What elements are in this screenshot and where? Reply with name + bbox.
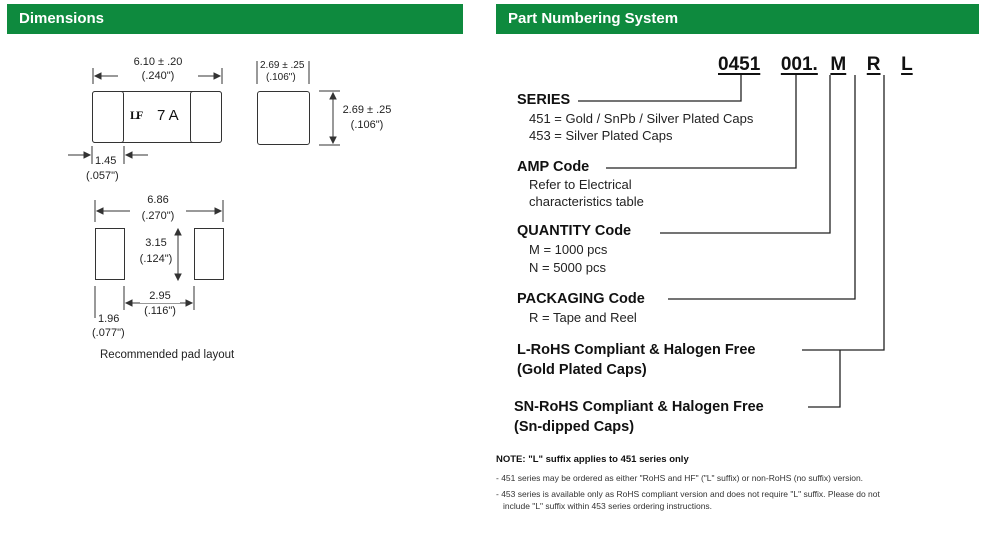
- series-line-2: 453 = Silver Plated Caps: [529, 128, 673, 143]
- part-numbering-header: Part Numbering System: [496, 4, 979, 34]
- amp-line-2: characteristics table: [529, 194, 644, 209]
- pad-width-dim: 1.96: [98, 313, 120, 325]
- amp-label: AMP Code: [517, 159, 590, 175]
- quantity-line-1: M = 1000 pcs: [529, 242, 608, 257]
- pad-right: [194, 228, 224, 280]
- pad-gap-dim-in: (.116"): [144, 305, 176, 317]
- note-item-1: - 451 series may be ordered as either "RoHS and HF" ("L" suffix) or non-RoHS (no suffix) version.: [496, 473, 864, 483]
- cap-width-dim: 1.45: [95, 155, 117, 167]
- pad-height-dim-in: (.124"): [139, 253, 173, 265]
- part-number-code: [718, 54, 913, 76]
- series-label: SERIES: [517, 92, 571, 108]
- end-width-dim-in: (.106"): [266, 72, 296, 83]
- note-item-1-text: 451 series may be ordered as either "RoHS and HF" ("L" suffix) or non-RoHS (no suffix) version.: [501, 473, 864, 483]
- end-height-dim: 2.69 ± .25: [342, 104, 392, 116]
- note-item-3: include "L" suffix within 453 series ordering instructions.: [503, 501, 713, 511]
- end-height-dim-in: (.106"): [350, 119, 384, 131]
- quantity-label: QUANTITY Code: [517, 223, 632, 239]
- series-line-1: 451 = Gold / SnPb / Silver Plated Caps: [529, 111, 754, 126]
- sn-rohs-line-1: SN-RoHS Compliant & Halogen Free: [514, 399, 764, 415]
- pad-height-dim: 3.15: [145, 237, 167, 249]
- note-item-2-text: 453 series is available only as RoHS compliant version and does not require "L" suffix. Please do not: [501, 489, 880, 499]
- pad-width-dim-in: (.077"): [92, 327, 125, 339]
- code-quantity: M: [830, 54, 847, 75]
- pad-gap-dim: 2.95: [140, 290, 180, 303]
- fuse-right-cap: [190, 91, 222, 143]
- cap-width-dim-in: (.057"): [86, 170, 119, 182]
- pad-caption: Recommended pad layout: [100, 349, 235, 361]
- littelfuse-logo: LF: [130, 108, 142, 122]
- fuse-rating-marking: 7 A: [157, 107, 179, 124]
- packaging-line-1: R = Tape and Reel: [529, 310, 637, 325]
- code-amp: 001.: [780, 54, 818, 75]
- fuse-length-dim-in: (.240"): [118, 70, 198, 83]
- code-suffix: L: [901, 54, 913, 75]
- note-title: NOTE: "L" suffix applies to 451 series only: [496, 454, 689, 465]
- dimensions-header: Dimensions: [7, 4, 463, 34]
- code-series: 0451: [718, 54, 761, 75]
- pad-overall-dim: 6.86: [130, 194, 186, 207]
- l-rohs-line-1: L-RoHS Compliant & Halogen Free: [517, 342, 756, 358]
- sn-rohs-line-2: (Sn-dipped Caps): [514, 419, 635, 435]
- fuse-end-view: [257, 91, 310, 145]
- packaging-label: PACKAGING Code: [517, 291, 645, 307]
- fuse-left-cap: [92, 91, 124, 143]
- pad-overall-dim-in: (.270"): [130, 210, 186, 223]
- fuse-length-dim: 6.10 ± .20: [133, 56, 183, 68]
- quantity-line-2: N = 5000 pcs: [529, 260, 606, 275]
- end-width-dim: 2.69 ± .25: [260, 60, 305, 71]
- pad-left: [95, 228, 125, 280]
- note-item-2: - 453 series is available only as RoHS compliant version and does not require "L" suffix. Please do not: [496, 489, 880, 499]
- l-rohs-line-2: (Gold Plated Caps): [517, 362, 647, 378]
- code-packaging: R: [866, 54, 881, 75]
- amp-line-1: Refer to Electrical: [529, 177, 632, 192]
